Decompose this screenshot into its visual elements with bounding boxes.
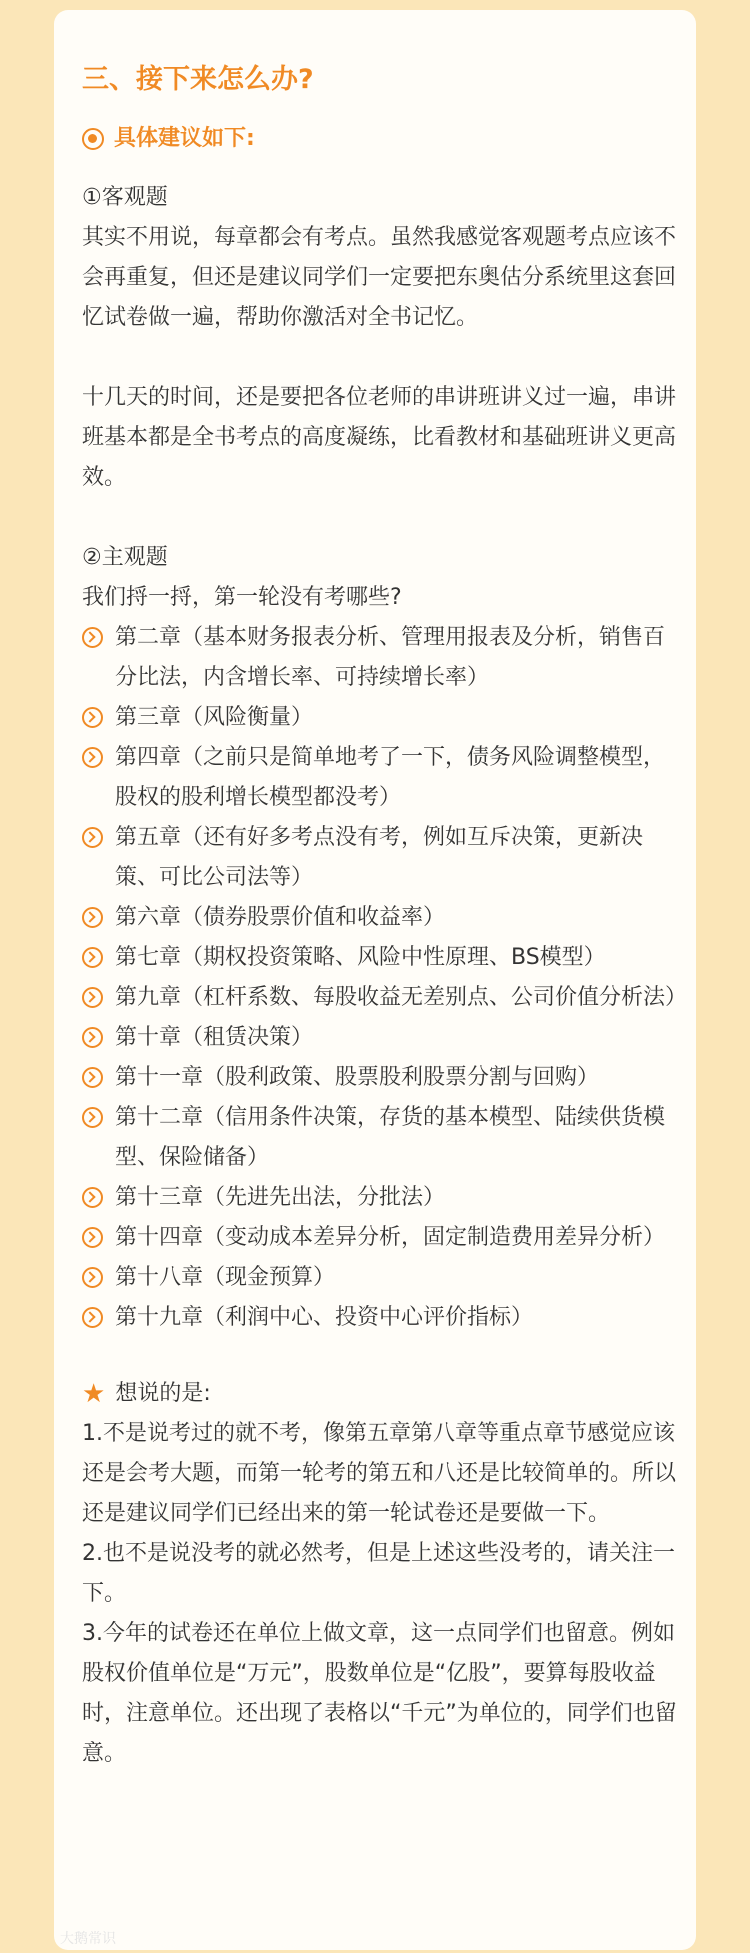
list-item-text: 第十一章（股利政策、股票股利股票分割与回购） [115, 1065, 600, 1090]
list-item [82, 1098, 682, 1178]
list-item-text: 第十四章（变动成本差异分析，固定制造费用差异分析） [115, 1225, 666, 1250]
list-item-text: 第三章（风险衡量） [115, 705, 314, 730]
chevron-right-circle-icon [82, 907, 103, 928]
notes-title: 想说的是: [115, 1381, 211, 1406]
list-item [82, 978, 688, 1018]
note-item: 3.今年的试卷还在单位上做文章，这一点同学们也留意。例如股权价值单位是“万元”，股数单位是“亿股”，要算每股收益时，注意单位。还出现了表格以“千元”为单位的，同学们也留意。 [82, 1621, 677, 1766]
list-item [82, 1298, 682, 1338]
list-item [82, 1258, 682, 1298]
list-item-text: 第十二章（信用条件决策，存货的基本模型、陆续供货模型、保险储备） [115, 1105, 666, 1170]
watermark: 大鹅常识 [60, 1931, 116, 1947]
section-title: 三、接下来怎么办? [82, 64, 314, 95]
chevron-right-circle-icon [82, 627, 103, 648]
chevron-right-circle-icon [82, 987, 103, 1008]
list-item-text: 第十三章（先进先出法，分批法） [115, 1185, 446, 1210]
subjective-intro: 我们捋一捋，第一轮没有考哪些? [82, 585, 402, 610]
list-item [82, 1178, 682, 1218]
chevron-right-circle-icon [82, 947, 103, 968]
list-item [82, 1018, 682, 1058]
subjective-title: ②主观题 [82, 545, 168, 570]
list-item-text: 第二章（基本财务报表分析、管理用报表及分析，销售百分比法，内含增长率、可持续增长率） [115, 625, 666, 690]
note-item: 2.也不是说没考的就必然考，但是上述这些没考的，请关注一下。 [82, 1541, 675, 1606]
list-item [82, 898, 682, 938]
target-icon [82, 128, 104, 150]
chevron-right-circle-icon [82, 1187, 103, 1208]
subhead [82, 122, 682, 156]
note-item: 1.不是说考过的就不考，像第五章第八章等重点章节感觉应该还是会考大题，而第一轮考的第五和八还是比较简单的。所以还是建议同学们已经出来的第一轮试卷还是要做一下。 [82, 1421, 677, 1526]
chevron-right-circle-icon [82, 1067, 103, 1088]
chevron-right-circle-icon [82, 1227, 103, 1248]
list-item [82, 738, 682, 818]
list-item-text: 第六章（债券股票价值和收益率） [115, 905, 446, 930]
list-item-text: 第七章（期权投资策略、风险中性原理、BS模型） [115, 945, 606, 970]
chevron-right-circle-icon [82, 1267, 103, 1288]
list-item-text: 第九章（杠杆系数、每股收益无差别点、公司价值分析法） [115, 985, 688, 1010]
list-item [82, 1218, 682, 1258]
objective-para-2: 十几天的时间，还是要把各位老师的串讲班讲义过一遍，串讲班基本都是全书考点的高度凝练，比看教材和基础班讲义更高效。 [82, 385, 677, 490]
subhead-label: 具体建议如下: [114, 126, 255, 151]
chevron-right-circle-icon [82, 1107, 103, 1128]
list-item [82, 698, 682, 738]
star-icon: ★ [82, 1379, 106, 1409]
chapter-list [82, 618, 688, 1338]
content [82, 62, 688, 1774]
list-item [82, 1058, 682, 1098]
chevron-right-circle-icon [82, 747, 103, 768]
chevron-right-circle-icon [82, 827, 103, 848]
objective-para-1: 其实不用说，每章都会有考点。虽然我感觉客观题考点应该不会再重复，但还是建议同学们一定要把东奥估分系统里这套回忆试卷做一遍，帮助你激活对全书记忆。 [82, 225, 677, 330]
notes-heading [82, 1374, 682, 1414]
chevron-right-circle-icon [82, 1307, 103, 1328]
chevron-right-circle-icon [82, 1027, 103, 1048]
list-item [82, 938, 682, 978]
list-item-text: 第四章（之前只是简单地考了一下，债务风险调整模型，股权的股利增长模型都没考） [115, 745, 666, 810]
content-card [54, 10, 696, 1950]
list-item-text: 第十九章（利润中心、投资中心评价指标） [115, 1305, 534, 1330]
list-item [82, 618, 682, 698]
list-item-text: 第十八章（现金预算） [115, 1265, 336, 1290]
list-item [82, 818, 682, 898]
list-item-text: 第五章（还有好多考点没有考，例如互斥决策，更新决策、可比公司法等） [115, 825, 644, 890]
chevron-right-circle-icon [82, 707, 103, 728]
objective-title: ①客观题 [82, 185, 168, 210]
list-item-text: 第十章（租赁决策） [115, 1025, 314, 1050]
